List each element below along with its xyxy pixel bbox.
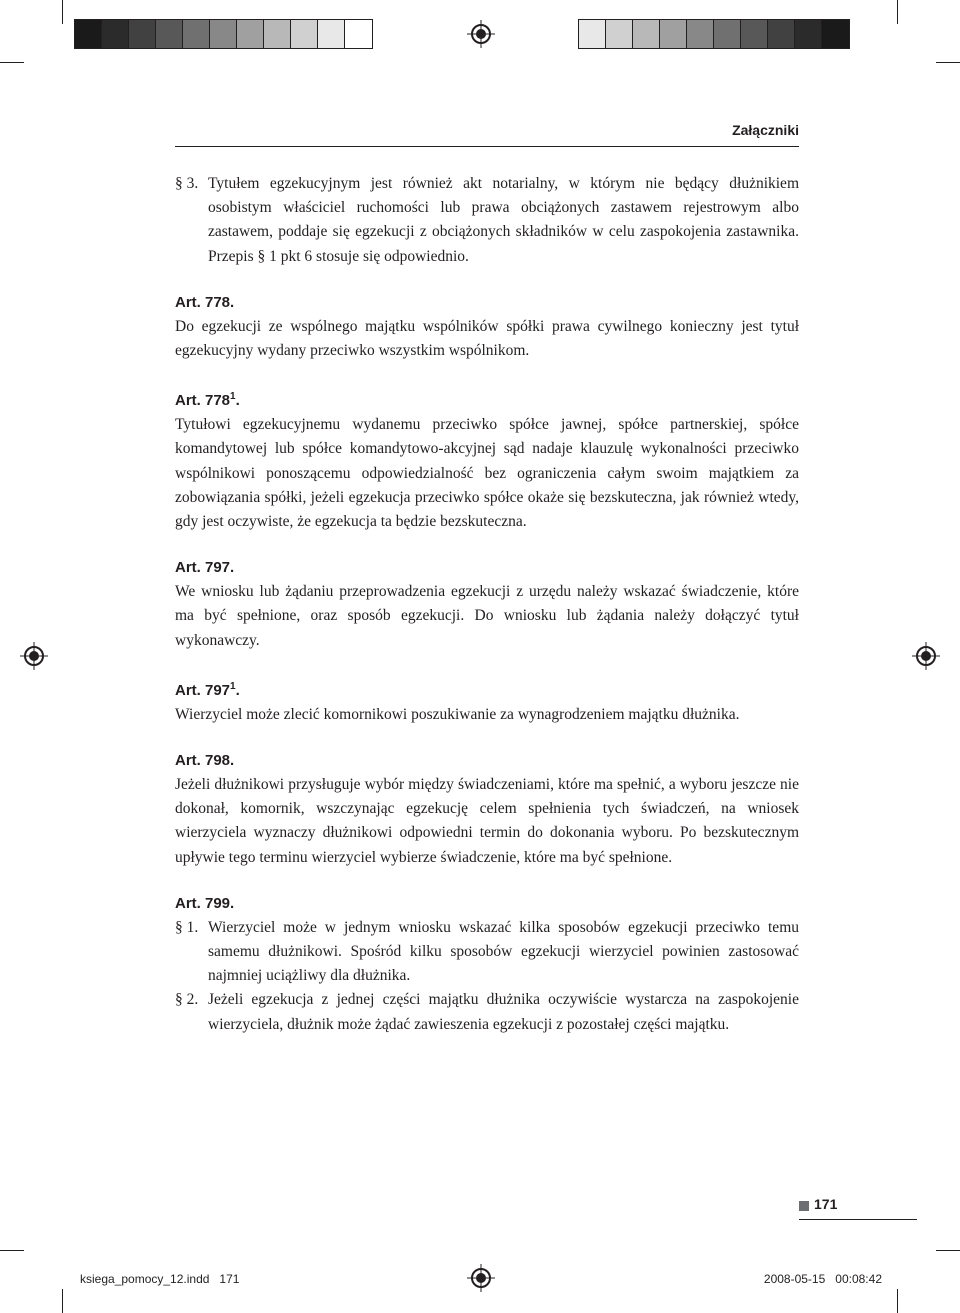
article-text: Jeżeli dłużnikowi przysługuje wybór między świadczeniami, które ma spełnić, a wyboru jeszcze nie dokonał, komornik, wszczynając egzekucję celem spełnienia tych świadczeń, na wniosek wierzyciela wyznaczy dłużnikowi odpowiedni termin do dokonania wyboru. Po bezskutecznym upływie tego terminu wierzyciel wybierze świadczenie, które ma być spełnione. (175, 776, 799, 866)
article-title: Art. 798. (175, 752, 235, 770)
gray-swatch (102, 20, 129, 48)
article-778-1 (175, 385, 799, 534)
footer-square-icon (799, 1201, 809, 1211)
gray-swatch (345, 20, 372, 48)
gray-swatch (210, 20, 237, 48)
registration-mark-icon (471, 1268, 491, 1288)
article-778 (175, 291, 799, 363)
gray-swatch (129, 20, 156, 48)
page-content (175, 172, 799, 1037)
registration-mark-center (476, 29, 486, 39)
gray-swatch (822, 20, 849, 48)
gray-bar-right (578, 19, 850, 49)
paragraph-text: Jeżeli egzekucja z jednej części majątku dłużnika oczywiście wystarcza na zaspokojenie wierzyciela, dłużnik może żądać zawieszenia egzekucji z pozostałej części majątku. (208, 991, 799, 1033)
gray-swatch (741, 20, 768, 48)
gray-swatch (660, 20, 687, 48)
paragraph-label: § 3. (175, 175, 199, 192)
crop-mark (62, 0, 63, 24)
crop-mark (936, 62, 960, 63)
crop-mark (936, 1250, 960, 1251)
article-797 (175, 556, 799, 653)
gray-swatch (291, 20, 318, 48)
paragraph-label: § 1. (175, 918, 199, 936)
paragraph-text: Wierzyciel może w jednym wniosku wskazać kilka sposobów egzekucji przeciwko temu samemu dłużnikowi. Spośród kilku sposobów egzekucji wierzyciel powinien zastosować najmniej uciążliwy dla dłużnika. (208, 918, 799, 985)
crop-mark (897, 1289, 898, 1313)
registration-mark-center (921, 651, 931, 661)
paragraph-label: § 2. (175, 991, 199, 1009)
article-799 (175, 892, 799, 1037)
gray-swatch (768, 20, 795, 48)
crop-mark (0, 62, 24, 63)
article-text: Wierzyciel może zlecić komornikowi poszukiwanie za wynagrodzeniem majątku dłużnika. (175, 705, 740, 723)
article-text: Tytułowi egzekucyjnemu wydanemu przeciwko spółce jawnej, spółce partnerskiej, spółce komandytowej lub spółce komandytowo-akcyjnej sąd nadaje klauzulę wykonalności przeciwko wspólnikowi ponoszącemu odpowiedzialność bez ograniczenia całym swoim majątkiem za zobowiązania spółki, jeżeli egzekucja przeciwko spółce okaże się bezskuteczna, jak również wtedy, gdy jest oczywiste, że egzekucja ta będzie bezskuteczna. (175, 416, 799, 531)
gray-swatch (183, 20, 210, 48)
article-title-superscript: 1 (230, 680, 236, 692)
crop-mark (62, 1289, 63, 1313)
registration-mark-center (29, 651, 39, 661)
paragraph-item (175, 988, 799, 1036)
slug-timestamp: 2008-05-15 00:08:42 (763, 1272, 882, 1286)
gray-swatch (264, 20, 291, 48)
header-rule (175, 146, 799, 147)
paragraph-text: Tytułem egzekucyjnym jest również akt notarialny, w którym nie będący dłużnikiem osobistym właściciel ruchomości lub prawa obciążonych zastawem rejestrowym albo zastawem, poddaje się egzekucji z obciążonych składników w celu zaspokojenia zastawnika. Przepis § 1 pkt 6 stosuje się odpowiednio. (208, 175, 799, 265)
article-title (175, 385, 799, 413)
running-header: Załączniki (732, 122, 799, 138)
gray-swatch (606, 20, 633, 48)
paragraph-3 (175, 172, 799, 269)
footer-rule (799, 1219, 917, 1220)
article-797-1 (175, 675, 799, 727)
gray-swatch (156, 20, 183, 48)
article-title-superscript: 1 (230, 391, 236, 403)
registration-mark-icon (24, 646, 44, 666)
gray-swatch (75, 20, 102, 48)
gray-swatch (237, 20, 264, 48)
article-title: Art. 799. (175, 894, 235, 912)
gray-swatch (795, 20, 822, 48)
article-title (175, 675, 799, 703)
article-title: Art. 778. (175, 293, 235, 311)
registration-mark-center (476, 1273, 486, 1283)
gray-swatch (633, 20, 660, 48)
article-title-dot: . (235, 392, 240, 410)
article-title-main: Art. 797 (175, 681, 231, 699)
article-text: Do egzekucji ze wspólnego majątku wspólników spółki prawa cywilnego konieczny jest tytuł egzekucyjny wydany przeciwko wszystkim wspólnikom. (175, 317, 799, 360)
article-title: Art. 797. (175, 559, 235, 577)
article-text: We wniosku lub żądaniu przeprowadzenia egzekucji z urzędu należy wskazać świadczenie, które ma być spełnione, oraz sposób egzekucji. Do wniosku lub żądania należy dołączyć tytuł wykonawczy. (175, 583, 799, 649)
article-798 (175, 749, 799, 870)
gray-swatch (687, 20, 714, 48)
registration-mark-icon (916, 646, 936, 666)
page-number: 171 (814, 1196, 838, 1212)
paragraph-item (175, 916, 799, 989)
gray-swatch (714, 20, 741, 48)
article-title-dot: . (235, 681, 240, 699)
registration-mark-icon (471, 24, 491, 44)
crop-mark (0, 1250, 24, 1251)
article-title-main: Art. 778 (175, 392, 231, 410)
gray-bar-left (74, 19, 373, 49)
crop-mark (897, 0, 898, 24)
gray-swatch (318, 20, 345, 48)
gray-swatch (579, 20, 606, 48)
slug-filename: ksiega_pomocy_12.indd 171 (80, 1272, 240, 1286)
